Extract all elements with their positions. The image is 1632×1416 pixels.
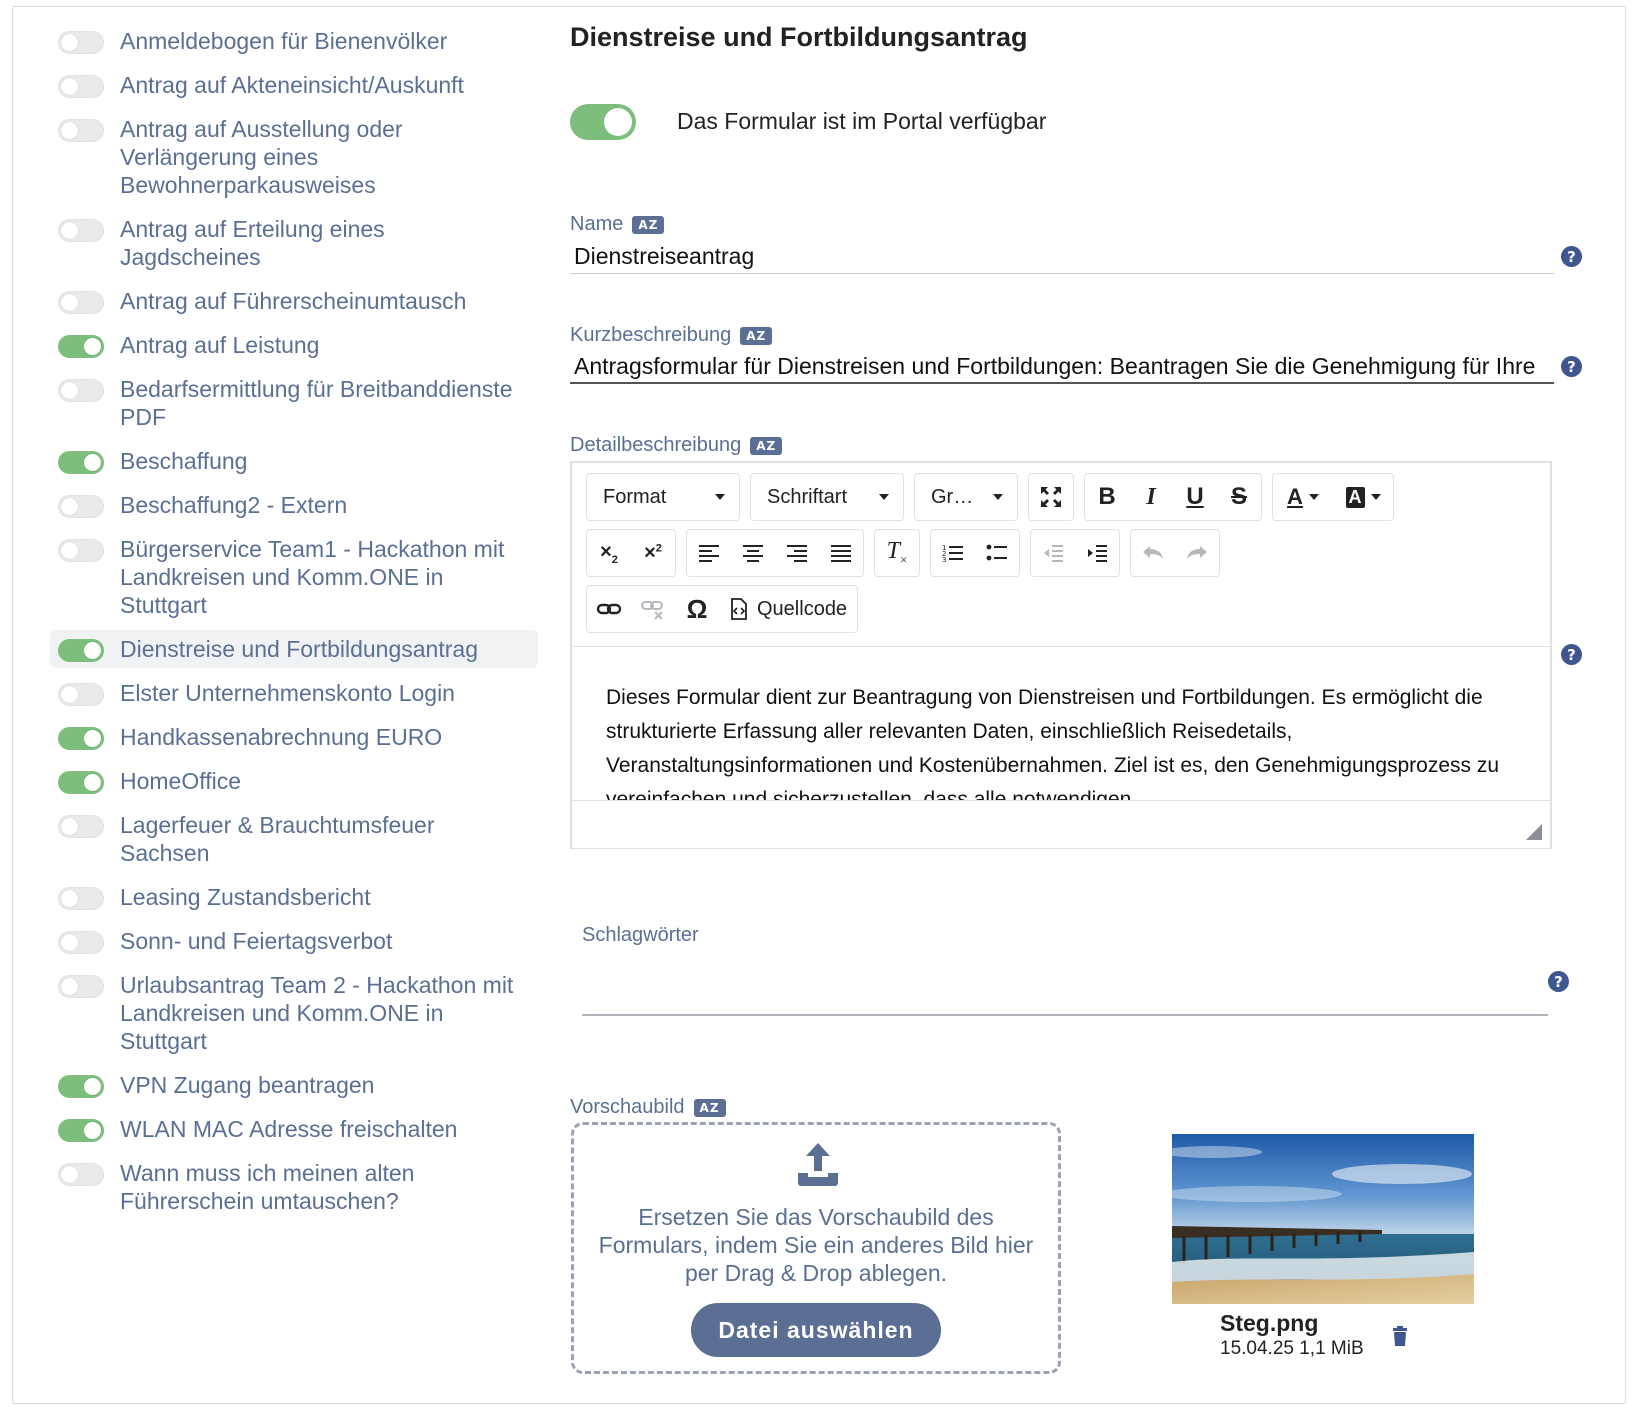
detail-description-help-icon[interactable]: ? (1561, 644, 1582, 665)
sidebar-item-label: Beschaffung2 - Extern (120, 492, 348, 518)
availability-toggle[interactable] (58, 219, 104, 242)
file-name: Steg.png (1220, 1310, 1319, 1336)
sidebar-item[interactable] (50, 630, 538, 668)
redo-icon (1185, 543, 1209, 563)
sidebar-item-label: Wann muss ich meinen alten Führerschein umtauschen? (120, 1160, 415, 1214)
availability-toggle[interactable] (58, 451, 104, 474)
source-code-button[interactable] (719, 587, 857, 631)
sidebar-item[interactable] (50, 110, 538, 204)
font-select-label: Schriftart (767, 485, 848, 508)
sidebar-item-label: Antrag auf Erteilung eines Jagdscheines (120, 216, 385, 270)
detail-description-label-text: Detailbeschreibung (570, 434, 742, 456)
text-color-icon: A (1287, 484, 1303, 509)
sidebar-item-label: WLAN MAC Adresse freischalten (120, 1116, 458, 1142)
availability-toggle[interactable] (58, 291, 104, 314)
dropzone-text: Ersetzen Sie das Vorschaubild des Formulars, indem Sie ein anderes Bild hier per Drag & Drop ablegen. (598, 1204, 1034, 1286)
portal-availability-label: Das Formular ist im Portal verfügbar (677, 108, 1047, 134)
text-style-group (1084, 473, 1262, 521)
availability-toggle[interactable] (58, 379, 104, 402)
name-input[interactable]: Dienstreiseantrag (570, 243, 1554, 274)
background-color-button[interactable] (1333, 475, 1393, 519)
name-help-icon[interactable]: ? (1561, 246, 1582, 267)
superscript-button[interactable] (631, 531, 675, 575)
sidebar-item[interactable] (50, 66, 538, 104)
sidebar-item-label: Anmeldebogen für Bienenvölker (120, 28, 448, 54)
pier-photo (1172, 1134, 1474, 1304)
short-description-help-icon[interactable]: ? (1561, 356, 1582, 377)
subscript-icon: $\times_2$ (600, 540, 618, 566)
sidebar-item-label: Bürgerservice Team1 - Hackathon mit Landkreisen und Komm.ONE in Stuttgart (120, 536, 505, 618)
bullet-list-button[interactable] (975, 531, 1019, 575)
clear-format-button[interactable] (875, 531, 919, 575)
sidebar-item[interactable] (50, 370, 538, 436)
align-right-icon (786, 543, 808, 563)
text-color-button[interactable] (1273, 475, 1333, 519)
format-select-label: Format (603, 485, 667, 508)
choose-file-button[interactable]: Datei auswählen (691, 1303, 941, 1357)
bold-button[interactable] (1085, 475, 1129, 519)
source-code-icon (729, 598, 749, 620)
sidebar-item[interactable] (50, 22, 538, 60)
availability-toggle[interactable] (58, 119, 104, 142)
trash-icon[interactable] (1392, 1326, 1408, 1346)
tags-help-icon[interactable]: ? (1548, 971, 1569, 992)
bullet-list-icon (986, 543, 1008, 563)
availability-toggle[interactable] (58, 931, 104, 954)
insert-link-button[interactable] (587, 587, 631, 631)
file-meta: 15.04.25 1,1 MiB (1220, 1338, 1364, 1359)
form-list-sidebar (50, 22, 538, 1226)
numbered-list-button[interactable] (931, 531, 975, 575)
availability-toggle[interactable] (58, 639, 104, 662)
sidebar-item-label: Antrag auf Ausstellung oder Verlängerung eines Bewohnerparkausweises (120, 116, 403, 198)
upload-icon (796, 1141, 840, 1187)
undo-icon (1141, 543, 1165, 563)
sidebar-item[interactable] (50, 922, 538, 960)
tags-label-text: Schlagwörter (582, 924, 699, 946)
chevron-down-icon (993, 494, 1003, 500)
outdent-button[interactable] (1031, 531, 1075, 575)
availability-toggle[interactable] (58, 31, 104, 54)
size-select-group (914, 473, 1018, 521)
align-left-button[interactable] (687, 531, 731, 575)
tags-input[interactable] (582, 968, 1548, 1016)
sidebar-item-label: Lagerfeuer & Brauchtumsfeuer Sachsen (120, 812, 435, 866)
undo-button[interactable] (1131, 531, 1175, 575)
font-size-select[interactable] (915, 475, 1017, 519)
background-color-icon: A (1346, 487, 1365, 508)
availability-toggle[interactable] (58, 975, 104, 998)
link-icon (596, 600, 622, 618)
italic-button[interactable] (1129, 475, 1173, 519)
source-code-label: Quellcode (757, 597, 848, 620)
chevron-down-icon (879, 494, 889, 500)
indent-button[interactable] (1075, 531, 1119, 575)
sidebar-item-label: Bedarfsermittlung für Breitbanddienste PDF (120, 376, 513, 430)
chevron-down-icon (715, 494, 725, 500)
svg-text:1: 1 (942, 544, 947, 552)
remove-link-button[interactable] (631, 587, 675, 631)
subscript-button[interactable] (587, 531, 631, 575)
sidebar-item-label: Antrag auf Akteneinsicht/Auskunft (120, 72, 464, 98)
sidebar-item[interactable] (50, 210, 538, 276)
script-group (586, 529, 676, 577)
insert-group (586, 585, 858, 633)
translate-icon[interactable]: AZ (750, 437, 782, 455)
special-char-button[interactable] (675, 587, 719, 631)
sidebar-item[interactable] (50, 530, 538, 624)
sidebar-item-label: Leasing Zustandsbericht (120, 884, 371, 910)
sidebar-item[interactable] (50, 806, 538, 872)
rich-text-editor (570, 461, 1552, 849)
strikethrough-button[interactable] (1217, 475, 1261, 519)
align-right-button[interactable] (775, 531, 819, 575)
format-select[interactable] (587, 475, 739, 519)
page-title: Dienstreise und Fortbildungsantrag (570, 22, 1028, 52)
clear-format-icon: $T_\times$ (886, 538, 908, 567)
availability-toggle[interactable] (58, 75, 104, 98)
resize-handle-icon[interactable] (1526, 824, 1542, 840)
strikethrough-icon: S (1230, 483, 1247, 510)
short-description-label (570, 324, 772, 347)
color-group (1272, 473, 1394, 521)
svg-text:3: 3 (942, 556, 947, 563)
sidebar-item[interactable] (50, 718, 538, 756)
availability-toggle[interactable] (58, 815, 104, 838)
svg-text:2: 2 (942, 550, 947, 558)
fullscreen-group (1028, 473, 1074, 521)
sidebar-item-label: Antrag auf Leistung (120, 332, 320, 358)
availability-toggle[interactable] (58, 683, 104, 706)
availability-toggle[interactable] (58, 887, 104, 910)
outdent-icon (1042, 543, 1064, 563)
sidebar-item-label: HomeOffice (120, 768, 242, 794)
omega-icon: Ω (686, 593, 708, 624)
bold-icon: B (1098, 483, 1116, 510)
numbered-list-icon (942, 543, 964, 563)
sidebar-item[interactable] (50, 674, 538, 712)
font-family-select[interactable] (751, 475, 903, 519)
portal-availability-toggle[interactable] (570, 104, 636, 140)
sidebar-item[interactable] (50, 966, 538, 1060)
sidebar-item[interactable] (50, 1066, 538, 1104)
availability-toggle[interactable] (58, 1163, 104, 1186)
fullscreen-button[interactable] (1029, 475, 1073, 519)
indent-group (1030, 529, 1120, 577)
format-select-group (586, 473, 740, 521)
font-select-group (750, 473, 904, 521)
availability-toggle[interactable] (58, 539, 104, 562)
history-group (1130, 529, 1220, 577)
editor-statusbar (572, 800, 1550, 848)
short-description-input[interactable]: Antragsformular für Dienstreisen und Fortbildungen: Beantragen Sie die Genehmigung für Ihre (570, 353, 1554, 384)
list-group (930, 529, 1020, 577)
underline-button[interactable] (1173, 475, 1217, 519)
sidebar-item[interactable] (50, 486, 538, 524)
toolbar-row-2 (586, 529, 1220, 577)
sidebar-item[interactable] (50, 878, 538, 916)
align-left-icon (698, 543, 720, 563)
sidebar-item-label: VPN Zugang beantragen (120, 1072, 375, 1098)
fullscreen-icon (1039, 485, 1063, 509)
image-dropzone[interactable] (571, 1122, 1061, 1374)
availability-toggle[interactable] (58, 771, 104, 794)
unlink-icon (640, 598, 666, 620)
editor-content[interactable]: Dieses Formular dient zur Beantragung von Dienstreisen und Fortbildungen. Es ermöglicht die strukturierte Erfassung aller relevanten Daten, einschließlich Reisedetails, Veranstaltungsinformationen und Kostenübernahmen. Ziel ist es, den Genehmigungsprozess zu (606, 686, 1500, 777)
underline-icon: U (1186, 483, 1204, 510)
indent-icon (1086, 543, 1108, 563)
editor-divider (572, 646, 1550, 647)
sidebar-item[interactable] (50, 282, 538, 320)
short-description-label-text: Kurzbeschreibung (570, 324, 732, 346)
chevron-down-icon (1371, 494, 1381, 500)
translate-icon[interactable]: AZ (632, 216, 664, 234)
justify-button[interactable] (819, 531, 863, 575)
toolbar-row-1 (586, 473, 1394, 521)
align-group (686, 529, 864, 577)
sidebar-item[interactable] (50, 1110, 538, 1148)
name-label (570, 213, 664, 236)
translate-icon[interactable]: AZ (694, 1099, 726, 1117)
availability-toggle[interactable] (58, 1119, 104, 1142)
superscript-icon: ×$^2$ (644, 541, 662, 564)
sidebar-item-label: Antrag auf Führerscheinumtausch (120, 288, 467, 314)
redo-button[interactable] (1175, 531, 1219, 575)
preview-image-label (570, 1096, 726, 1119)
align-center-button[interactable] (731, 531, 775, 575)
sidebar-item[interactable] (50, 1154, 538, 1220)
align-center-icon (742, 543, 764, 563)
preview-image-label-text: Vorschaubild (570, 1096, 685, 1118)
tags-label (582, 924, 699, 947)
translate-icon[interactable]: AZ (740, 327, 772, 345)
chevron-down-icon (1309, 494, 1319, 500)
sidebar-item[interactable] (50, 762, 538, 800)
clear-format-group (874, 529, 920, 577)
availability-toggle[interactable] (58, 495, 104, 518)
sidebar-item-label: Elster Unternehmenskonto Login (120, 680, 455, 706)
availability-toggle[interactable] (58, 727, 104, 750)
sidebar-item-label: Handkassenabrechnung EURO (120, 724, 443, 750)
sidebar-item-label: Urlaubsantrag Team 2 - Hackathon mit Landkreisen und Komm.ONE in Stuttgart (120, 972, 514, 1054)
italic-icon: I (1146, 483, 1156, 510)
availability-toggle[interactable] (58, 1075, 104, 1098)
sidebar-item[interactable] (50, 442, 538, 480)
sidebar-item[interactable] (50, 326, 538, 364)
availability-toggle[interactable] (58, 335, 104, 358)
name-label-text: Name (570, 213, 624, 235)
sidebar-item-label: Sonn- und Feiertagsverbot (120, 928, 393, 954)
sidebar-item-label: Dienstreise und Fortbildungsantrag (120, 636, 478, 662)
sidebar-item-label: Beschaffung (120, 448, 248, 474)
detail-description-label (570, 434, 782, 457)
align-justify-icon (830, 543, 852, 563)
preview-image-thumbnail (1172, 1134, 1474, 1304)
size-select-label: Gr… (931, 485, 974, 508)
toolbar-row-3 (586, 585, 858, 633)
